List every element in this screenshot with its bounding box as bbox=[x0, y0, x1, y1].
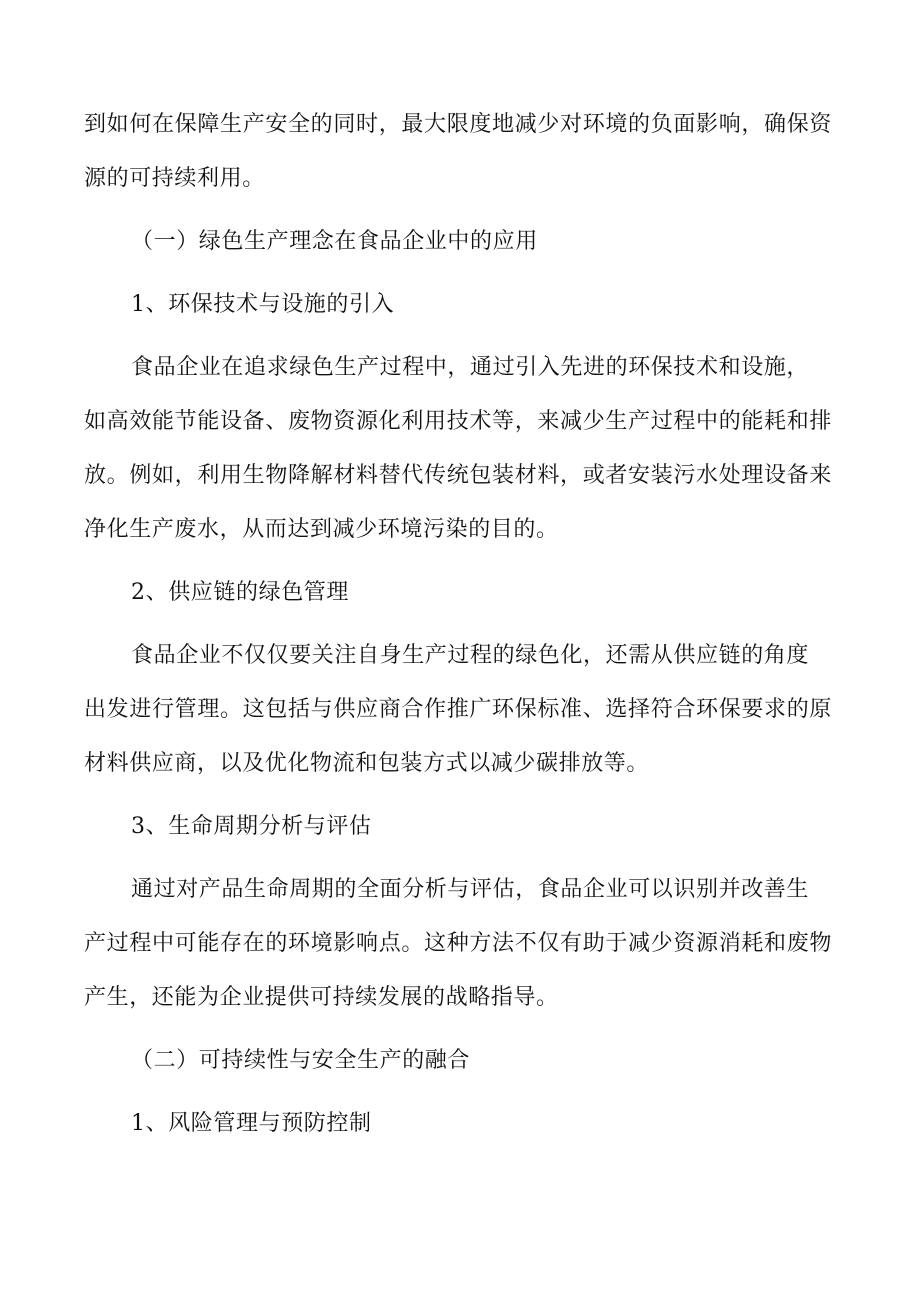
subsection-heading: 1、风险管理与预防控制 bbox=[131, 1111, 372, 1136]
body-text-line: 食品企业不仅仅要关注自身生产过程的绿色化，还需从供应链的角度 bbox=[131, 643, 810, 668]
section-heading: （一）绿色生产理念在食品企业中的应用 bbox=[131, 229, 538, 254]
body-text-line: 产过程中可能存在的环境影响点。这种方法不仅有助于减少资源消耗和废物 bbox=[84, 931, 832, 956]
body-text-line: 材料供应商，以及优化物流和包装方式以减少碳排放等。 bbox=[84, 751, 650, 776]
body-text-line: 食品企业在追求绿色生产过程中，通过引入先进的环保技术和设施， bbox=[131, 355, 810, 380]
body-text-line: 产生，还能为企业提供可持续发展的战略指导。 bbox=[84, 985, 559, 1010]
body-text-line: 如高效能节能设备、废物资源化利用技术等，来减少生产过程中的能耗和排 bbox=[84, 409, 832, 434]
body-text-line: 放。例如，利用生物降解材料替代传统包装材料，或者安装污水处理设备来 bbox=[84, 463, 832, 488]
body-text-line: 到如何在保障生产安全的同时，最大限度地减少对环境的负面影响，确保资 bbox=[84, 112, 832, 137]
body-text-line: 净化生产废水，从而达到减少环境污染的目的。 bbox=[84, 517, 559, 542]
subsection-heading: 3、生命周期分析与评估 bbox=[131, 814, 372, 839]
subsection-heading: 1、环保技术与设施的引入 bbox=[131, 292, 395, 317]
body-text-line: 出发进行管理。这包括与供应商合作推广环保标准、选择符合环保要求的原 bbox=[84, 697, 832, 722]
body-text-line: 源的可持续利用。 bbox=[84, 166, 265, 191]
section-heading: （二）可持续性与安全生产的融合 bbox=[131, 1048, 471, 1073]
body-text-line: 通过对产品生命周期的全面分析与评估，食品企业可以识别并改善生 bbox=[131, 877, 810, 902]
subsection-heading: 2、供应链的绿色管理 bbox=[131, 580, 349, 605]
